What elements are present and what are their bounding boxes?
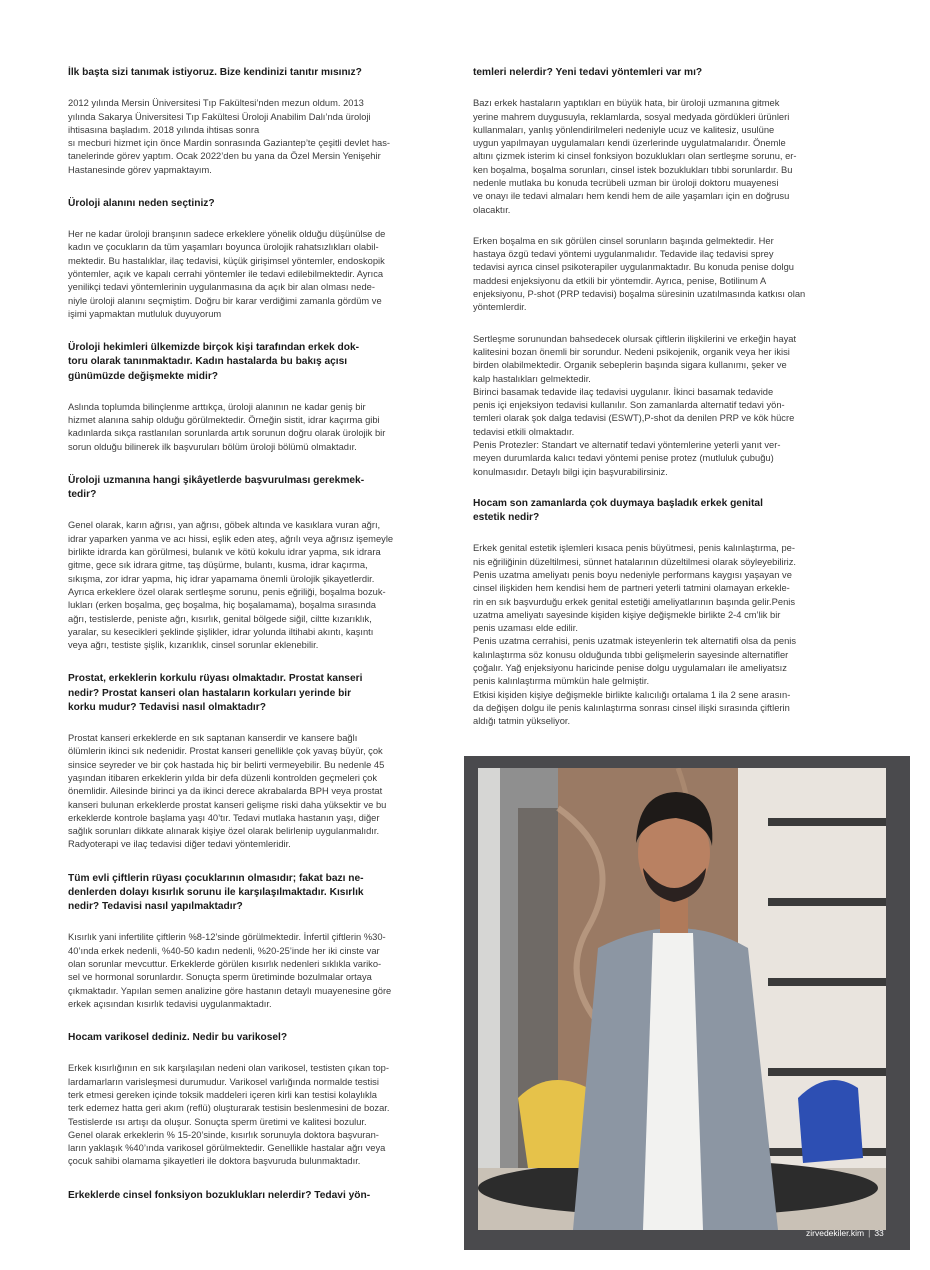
text-line: olan sorunlar mevcuttur. Erkeklerde görülen kısırlık nedenleri sıklıkla variko- (68, 958, 382, 969)
question-heading (68, 197, 454, 211)
text-line: kalp hastalıkları gelmektedir. (473, 373, 591, 384)
text-line: kullanmaları, yanlış yönlendirilmeleri nedeniyle ucuz ve kalitesiz, usulüne (473, 124, 775, 135)
text-line: konulmasıdır. Detaylı bilgi için başvurabilirsiniz. (473, 466, 668, 477)
text-line: meyen durumlarda kalıcı tedavi yöntemi penise protez (mutluluk çubuğu) (473, 453, 774, 464)
text-line: Etkisi kişiden kişiye değişmekle birlikte kalıcılığı ortalama 1 ila 2 sene arasın- (473, 689, 791, 700)
text-line: gitme, gece sık idrara gitme, taş düşürme, bulantı, kusma, idrar kaçırma, (68, 560, 368, 571)
text-line: önemlidir. Ailesinde birinci ya da ikinci derece akrabalarda BPH veya prostat (68, 786, 383, 797)
text-line: kanseri bulunan erkeklerde prostat kanseri gelişme riski daha yüksektir ve bu (68, 799, 387, 810)
question-heading (68, 474, 454, 502)
answer-paragraph (473, 235, 863, 315)
answer-paragraph (68, 97, 454, 177)
answer-paragraph (68, 732, 454, 852)
question-line: temleri nelerdir? Yeni tedavi yöntemleri var mı? (473, 67, 703, 78)
answer-paragraph (68, 519, 454, 652)
text-line: sel ve hormonal sorunlardır. Sonuçta sperm üretiminde bozulmalar ortaya (68, 972, 372, 983)
text-line: Erkek genital estetik işlemleri kısaca penis büyütmesi, penis kalınlaştırma, pe- (473, 543, 795, 554)
text-line: nis eğriliğinin düzeltilmesi, sünnet hatalarının düzeltilmesi olarak söyleyebiliriz. (473, 556, 797, 567)
text-line: Birinci basamak tedavide ilaç tedavisi uygulanır. İkinci basamak tedavide (473, 386, 774, 397)
text-line: yöntemlerdir. (473, 302, 527, 313)
text-line: ölümlerin ikinci sık nedenidir. Prostat kanseri genellikle çok yavaş büyür, çok (68, 746, 383, 757)
page-footer (806, 1228, 884, 1238)
text-line: idrar yaparken yanma ve acı hissi, eşlik eden ateş, ağrılı veya ağrısız işemeyle (68, 533, 394, 544)
left-column (68, 66, 454, 1220)
question-heading (68, 1189, 454, 1203)
answer-paragraph (68, 1062, 454, 1168)
question-line: Tüm evli çiftlerin rüyası çocuklarının olmasıdır; fakat bazı ne- (68, 872, 364, 884)
text-line: hastaya özgü tedavi yöntemi uygulanmalıdır. Tedavide ilaç tedavisi sprey (473, 249, 774, 260)
text-line: çıkmaktadır. Yapılan semen analizine göre hastanın detaylı muayenesine göre (68, 985, 392, 996)
text-line: erkek açısından kısırlık tedavisi uygulanmaktadır. (68, 998, 272, 1009)
text-line: enjeksiyonu, P-shot (PRP tedavisi) boşalma süresinin uzatılmasında katkısı olan (473, 289, 806, 300)
text-line: sıkışma, zor idrar yapma, hiç idrar yapamama önemli ürolojik şikayetlerdir. (68, 573, 375, 584)
answer-paragraph (68, 401, 454, 454)
right-column (473, 66, 863, 746)
text-line: işimi yapmaktan mutluluk duyuyorum (68, 308, 222, 319)
question-line: günümüzde değişmekte midir? (68, 370, 219, 382)
text-line: terk etmesi gereken içinde toksik maddeleri içeren kirli kan testisi kolaylıkla (68, 1089, 377, 1100)
text-line: yaralar, su kesecikleri şeklinde şişlikler, idrar yolunda iltihabi akıntı, kaşıntı (68, 626, 374, 637)
text-line: rin en sık başvurduğu erkek genital estetiği ameliyatlarının başında gelir.Penis (473, 596, 796, 607)
text-line: kalitesini bozan önemli bir sorundur. Nedeni psikojenik, organik veya her ikisi (473, 346, 790, 357)
text-line: da değişen dolgu ile penis kalınlaştırma sonrası cinsel ilişki sırasında çiftlerin (473, 702, 790, 713)
text-line: çoğalır. Yağ enjeksiyonu haricinde penise dolgu uygulamaları ile ameliyatsız (473, 663, 787, 673)
question-line: Üroloji hekimleri ülkemizde birçok kişi tarafından erkek dok- (68, 342, 360, 354)
text-line: Kısırlık yani infertilite çiftlerin %8-12’sinde görülmektedir. İnfertil çiftlerin %30- (68, 932, 386, 943)
text-line: 40’ında erkek nedenli, %40-50 kadın nedenli, %20-25’inde her iki cinste var (68, 945, 380, 956)
text-line: Genel olarak, karın ağrısı, yan ağrısı, göbek altında ve kasıklara vuran ağrı, (68, 520, 381, 531)
text-line: Prostat kanseri erkeklerde en sık saptanan kanserdir ve kansere bağlı (68, 733, 358, 744)
text-line: uzatma ameliyatı sayesinde kişiden kişiye değişmekle birlikte 2-4 cm’lik bir (473, 609, 781, 620)
question-heading (473, 497, 863, 525)
text-line: tedavisi etkili olmaktadır. (473, 426, 575, 437)
text-line: niyle üroloji alanını seçmiştim. Doğru bir karar verdiğimi zamanla gördüm ve (68, 295, 382, 306)
text-line: temleri olarak şok dalga tedavisi (ESWT),P-shot da denilen PRP ve kök hücre (473, 413, 795, 424)
question-heading (473, 66, 863, 80)
text-line: ken boşalma, boşalma sorunları, cinsel istek bozuklukları tıbbi sorunlardır. Bu (473, 164, 793, 175)
text-line: Sertleşme sorunundan bahsedecek olursak çiftlerin ilişkilerini ve erkeğin hayat (473, 333, 797, 344)
question-line: korku mudur? Tedavisi nasıl olmaktadır? (68, 701, 266, 713)
question-line: toru olarak tanınmaktadır. Kadın hastalarda bu bakış açısı (68, 356, 348, 368)
doctor-portrait-photo (478, 768, 886, 1230)
text-line: tanelerinde görev yaptım. Ocak 2022’den bu yana da Özel Mersin Yenişehir (68, 151, 381, 162)
text-line: hizmet alanına sahip olduğu görülmektedir. Örneğin sistit, idrar kaçırma gibi (68, 415, 380, 426)
text-line: terk edemez hatta geri akım (reflü) oluşturarak testisin beslenmesini de bozar. (68, 1103, 390, 1114)
text-line: aldığı tatmin yükseliyor. (473, 716, 571, 727)
text-line: sı mecburi hizmet için önce Mardin sonrasında Gaziantep’te çeşitli devlet has- (68, 138, 390, 149)
answer-paragraph (473, 333, 863, 479)
text-line: Hastanesinde görev yapmaktayım. (68, 164, 212, 175)
text-line: Genel olarak erkeklerin % 15-20’sinde, kısırlık sorunuyla doktora başvuran- (68, 1129, 379, 1140)
footer-separator: | (868, 1228, 871, 1238)
question-line: Hocam varikosel dediniz. Nedir bu varikosel? (68, 1032, 288, 1044)
text-line: penis kalınlaştırma mümkün hale gelmiştir. (473, 676, 650, 687)
text-line: lukları (erken boşalma, geç boşalma, hiç boşalamama), boşalma sırasında (68, 600, 376, 611)
text-line: Penis Protezler: Standart ve alternatif tedavi yöntemlerine yeterli yanıt ver- (473, 440, 781, 451)
text-line: 2012 yılında Mersin Üniversitesi Tıp Fakültesi’nden mezun oldum. 2013 (68, 98, 364, 109)
text-line: maddesi enjeksiyonu da etkili bir yöntemdir. Ayrıca, penise, Botilinum A (473, 275, 767, 286)
question-heading (68, 66, 454, 80)
question-heading (68, 672, 454, 715)
text-line: yılında Sakarya Üniversitesi Tıp Fakültesi Üroloji Anabilim Dalı’nda üroloji (68, 111, 371, 122)
question-line: estetik nedir? (473, 512, 540, 524)
question-heading (68, 1031, 454, 1045)
text-line: yaşından itibaren erkeklerin yılda bir defa düzenli kontrolden geçmeleri çok (68, 772, 378, 783)
footer-site: zirvedekiler.kim (806, 1228, 865, 1238)
text-line: kalınlaştırma söz konusu olduğunda tıbbi gelişmelerin sayesinde alternatifler (473, 649, 789, 660)
text-line: erkeklerde kontrole başlama yaşı 40’tır. Tedavi mutlaka hastanın yaşı, diğer (68, 812, 380, 823)
text-line: sağlık sorunları dikkate alınarak kişiye özel olarak belirlenip uygulanmalıdır. (68, 826, 380, 837)
answer-paragraph (473, 97, 863, 217)
text-line: altını çizmek isterim ki cinsel fonksiyon bozuklukları olan sertleşme sorunu, er- (473, 151, 797, 162)
text-line: kadınlarda sıkça rastlanılan sorunlarda artık sorunun doğru olarak ürolojik bir (68, 428, 386, 439)
answer-paragraph (68, 931, 454, 1011)
text-line: ve onayı ile tedavi almaları hem kendi hem de aile yaşamları için en doğrusu (473, 191, 790, 202)
text-line: mektedir. Bu hastalıklar, ilaç tedavisi, küçük girişimsel yöntemler, endoskopik (68, 255, 385, 266)
text-line: lardamarların varisleşmesi durumudur. Varikosel varlığında normalde testisi (68, 1076, 379, 1087)
text-line: nedenle mutlaka bu konuda tecrübeli uzman bir üroloji doktoru muayenesi (473, 177, 779, 188)
text-line: yerine mahrem duygusuyla, reklamlarda, sosyal medyada gördükleri ürünleri (473, 111, 790, 122)
text-line: ların yaklaşık %40’ında varikosel görülmektedir. Genellikle hastalar ağrı veya (68, 1143, 386, 1154)
text-line: Her ne kadar üroloji branşının sadece erkeklere yönelik olduğu düşünülse de (68, 229, 386, 240)
text-line: kadın ve çocukların da tüm yaşamları boyunca ürolojik rahatsızlıkları olabil- (68, 242, 379, 253)
question-line: nedir? Prostat kanseri olan hastaların korkuları yerinde bir (68, 687, 352, 699)
question-line: tedir? (68, 489, 97, 501)
question-line: İlk başta sizi tanımak istiyoruz. Bize kendinizi tanıtır mısınız? (68, 67, 362, 78)
page-number: 33 (874, 1228, 884, 1238)
text-line: Penis uzatma cerrahisi, penis uzatmak isteyenlerin tek alternatifi olsa da penis (473, 636, 797, 647)
text-line: Ayrıca erkeklere özel olarak sertleşme sorunu, penis eğriliği, boşalma bozuk- (68, 586, 386, 597)
text-line: birlikte idrarda kan görülmesi, bulanık ve kötü kokulu idrar yapma, sık idrara (68, 547, 381, 558)
question-line: Üroloji alanını neden seçtiniz? (68, 197, 215, 209)
question-line: Hocam son zamanlarda çok duymaya başladık erkek genital (473, 497, 763, 509)
text-line: olacaktır. (473, 204, 511, 215)
text-line: tedavisi ayrıca cinsel psikoterapiler uygulanmaktadır. Bu konuda penise dolgu (473, 262, 794, 273)
text-line: Aslında toplumda bilinçlenme arttıkça, üroloji alanının ne kadar geniş bir (68, 401, 366, 412)
text-line: Radyoterapi ve ilaç tedavisi diğer tedavi yöntemleridir. (68, 839, 291, 850)
text-line: Erken boşalma en sık görülen cinsel sorunların başında gelmektedir. Her (473, 235, 774, 246)
text-line: penis uzaması elde edilir. (473, 623, 578, 634)
text-line: çocuk sahibi olamama şikayetleri ile doktora başvuruda bulunmaktadır. (68, 1156, 361, 1167)
question-line: Prostat, erkeklerin korkulu rüyası olmaktadır. Prostat kanseri (68, 673, 363, 685)
question-line: Erkeklerde cinsel fonksiyon bozuklukları nelerdir? Tedavi yön- (68, 1189, 371, 1201)
text-line: Bazı erkek hastaların yaptıkları en büyük hata, bir üroloji uzmanına gitmek (473, 98, 780, 109)
question-line: Üroloji uzmanına hangi şikâyetlerde başvurulması gerekmek- (68, 475, 365, 487)
text-line: Testislerde ısı artışı da oluşur. Sonuçta sperm üretimi ve kalitesi bozulur. (68, 1116, 367, 1127)
question-line: nedir? Tedavisi nasıl yapılmaktadır? (68, 901, 243, 913)
text-line: penis içi enjeksiyon tedavisi kullanılır. Son zamanlarda alternatif tedavi yön- (473, 400, 785, 411)
text-line: veya ağrı, testiste şişlik, kızarıklık, cinsel sorunlar eklenebilir. (68, 640, 319, 651)
text-line: yenilikçi tedavi yöntemlerinin uygulanmasına da açık bir alan olması nede- (68, 282, 375, 293)
answer-paragraph (473, 542, 863, 728)
text-line: ağrı, testislerde, peniste ağrı, kısırlık, genital bölgede siğil, ciltte kızarıklık, (68, 613, 372, 624)
question-line: denlerden dolayı kısırlık sorunu ile karşılaşılmaktadır. Kısırlık (68, 886, 364, 898)
text-line: ihtisasına başladım. 2018 yılında ihtisas sonra (68, 124, 260, 135)
answer-paragraph (68, 228, 454, 321)
question-heading (68, 341, 454, 384)
text-line: Erkek kısırlığının en sık karşılaşılan nedeni olan varikosel, testisten çıkan top- (68, 1063, 389, 1074)
question-heading (68, 872, 454, 915)
text-line: uygun yapılmayan uygulamaları kendi üzerlerinde uygulatmalarıdır. Önemle (473, 138, 786, 149)
text-line: Penis uzatma ameliyatı penis boyu nedeniyle performans kaygısı yaşayan ve (473, 569, 792, 580)
text-line: sorun olduğu bilinerek ilk başvuruları bölüm üroloji bölümü olmaktadır. (68, 441, 357, 452)
text-line: birden olabilmektedir. Organik sebeplerin başında sigara kullanımı, şeker ve (473, 360, 787, 371)
text-line: sinsice seyreder ve bir çok hastada hiç bir belirti vermeyebilir. Bu nedenle 45 (68, 759, 385, 770)
text-line: cinsel ilişkiden hem kendisi hem de partneri yeterli tatmini olamayan erkekle- (473, 583, 790, 594)
text-line: yöntemler, açık ve kapalı cerrahi yöntemler ile tedavi edilebilmektedir. Ayrıca (68, 269, 384, 280)
